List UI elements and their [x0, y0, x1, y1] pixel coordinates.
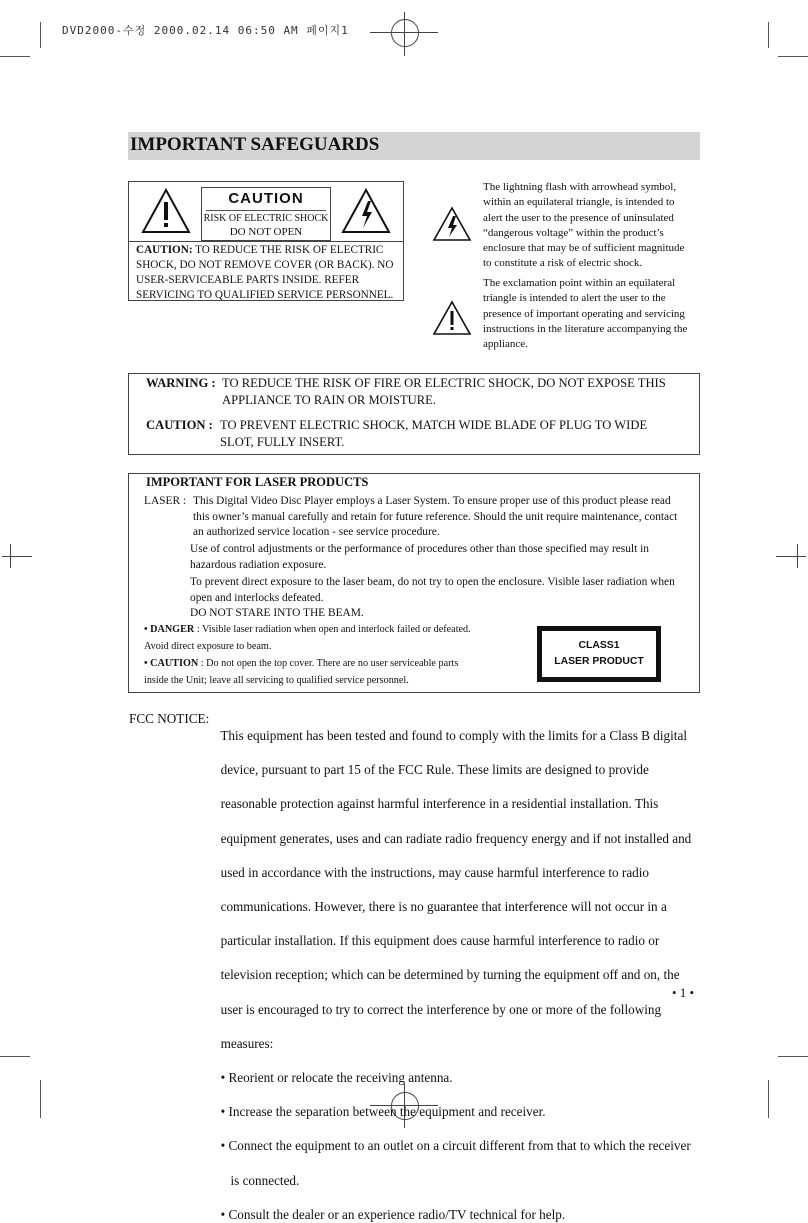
caution-plug-label: CAUTION : [146, 418, 213, 432]
caution-warning-text: CAUTION: TO REDUCE THE RISK OF ELECTRIC SHOCK, DO NOT REMOVE COVER (OR BACK). NO USER-SERVICEABLE PARTS INSIDE. REFER SERVICING TO QUALIFIED SERVICE PERSONNEL. [136, 244, 394, 301]
crop-mark-top-left-h [0, 56, 30, 57]
crop-mark-bottom-right-h [778, 1056, 808, 1057]
fcc-notice-body: This equipment has been tested and found to comply with the limits for a Class B digital device, pursuant to part 15 of the FCC Rule. These limits are designed to provide reasonable protection against harmful interference in a residential installation. This equipment generates, uses and can radiate radio frequency energy and if not installed and used in accordance with the instructions, may cause harmful interference to radio communications. However, there is no guarantee that interference will not occur in a particular installation. If this equipment does cause harmful interference to radio or television reception; which can be determined by turning the equipment off and on, the user is encouraged to try to correct the interference by one or more of the following measures: • Reorient or relocate the receiving antenna. • Increase the separation between the equipment and receiver. • Connect the equipment to an outlet on a circuit different from that to which the receiver is connected. • Consult the dealer or an experience radio/TV technical for help. [220, 728, 692, 1222]
lightning-triangle-icon [432, 206, 472, 242]
page-title-bar [128, 132, 700, 160]
laser-caution-note: • CAUTION : Do not open the top cover. There are no user serviceable parts inside the Unit; leave all servicing to qualified service personnel. [144, 658, 459, 686]
laser-product-text: LASER PRODUCT [554, 656, 644, 667]
caution-text-bold: CAUTION: [136, 244, 193, 256]
laser-danger-note: • DANGER : Visible laser radiation when open and interlock failed or defeated. Avoid direct exposure to beam. [144, 624, 471, 652]
caution-box-divider [129, 241, 403, 242]
laser-products-box [128, 473, 700, 693]
caution-inner-label [201, 187, 331, 241]
page-number: • 1 • [672, 985, 695, 1000]
lightning-explanation: The lightning flash with arrowhead symbol, within an equilateral triangle, is intended to alert the user to the presence of uninsulated “dangerous voltage” within the product’s enclosure that may be of sufficient magnitude to constitute a risk of electric shock. [483, 181, 685, 270]
warning-label: WARNING : [146, 376, 216, 390]
caution-do-not-open: DO NOT OPEN [229, 226, 303, 238]
caution-risk-text: RISK OF ELECTRIC SHOCK [203, 213, 329, 224]
crop-mark-bottom-left-v [40, 1080, 41, 1118]
laser-section-title: IMPORTANT FOR LASER PRODUCTS [146, 475, 369, 489]
warning-rain: WARNING : TO REDUCE THE RISK OF FIRE OR ELECTRIC SHOCK, DO NOT EXPOSE THIS APPLIANCE TO RAIN OR MOISTURE. [146, 376, 666, 407]
caution-divider [206, 210, 326, 211]
laser-paragraph-1: This Digital Video Disc Player employs a Laser System. To ensure proper use of this product please read this owner’s manual carefully and retain for future reference. Should the unit require maintenance, contact an authorized service location - see service procedure. [193, 495, 678, 538]
crop-mark-bottom-right-v [768, 1080, 769, 1118]
lightning-triangle-icon [341, 188, 391, 234]
exclamation-explanation: The exclamation point within an equilateral triangle is intended to alert the user to the presence of important operating and servicing instructions in the literature accompanying the appliance. [483, 277, 688, 351]
warning-box [128, 373, 700, 455]
laser-paragraph-2: Use of control adjustments or the performance of procedures other than those specified may result in hazardous radiation exposure. [190, 543, 649, 571]
caution-title: CAUTION [228, 190, 304, 207]
exclamation-triangle-icon [141, 188, 191, 234]
laser-paragraph-3: To prevent direct exposure to the laser beam, do not try to open the enclosure. Visible laser radiation when open and interlocks defeated. DO NOT STARE INTO THE BEAM. [190, 576, 675, 619]
laser-label: LASER : [144, 495, 187, 507]
print-header-stamp: DVD2000-수정 2000.02.14 06:50 AM 페이지1 [62, 24, 349, 37]
exclamation-triangle-icon [432, 300, 472, 336]
crop-mark-top-right-v [768, 22, 769, 48]
crop-mark-top-left-v [40, 22, 41, 48]
fcc-notice-label: FCC NOTICE: [129, 711, 210, 726]
page-title: IMPORTANT SAFEGUARDS [130, 134, 380, 155]
class1-text: CLASS1 [578, 640, 620, 651]
class1-laser-label [537, 626, 661, 682]
crop-mark-bottom-left-h [0, 1056, 30, 1057]
caution-plug: CAUTION : TO PREVENT ELECTRIC SHOCK, MATCH WIDE BLADE OF PLUG TO WIDE SLOT, FULLY INSERT. [146, 418, 648, 449]
crop-mark-top-right-h [778, 56, 808, 57]
caution-label-box [128, 181, 404, 301]
